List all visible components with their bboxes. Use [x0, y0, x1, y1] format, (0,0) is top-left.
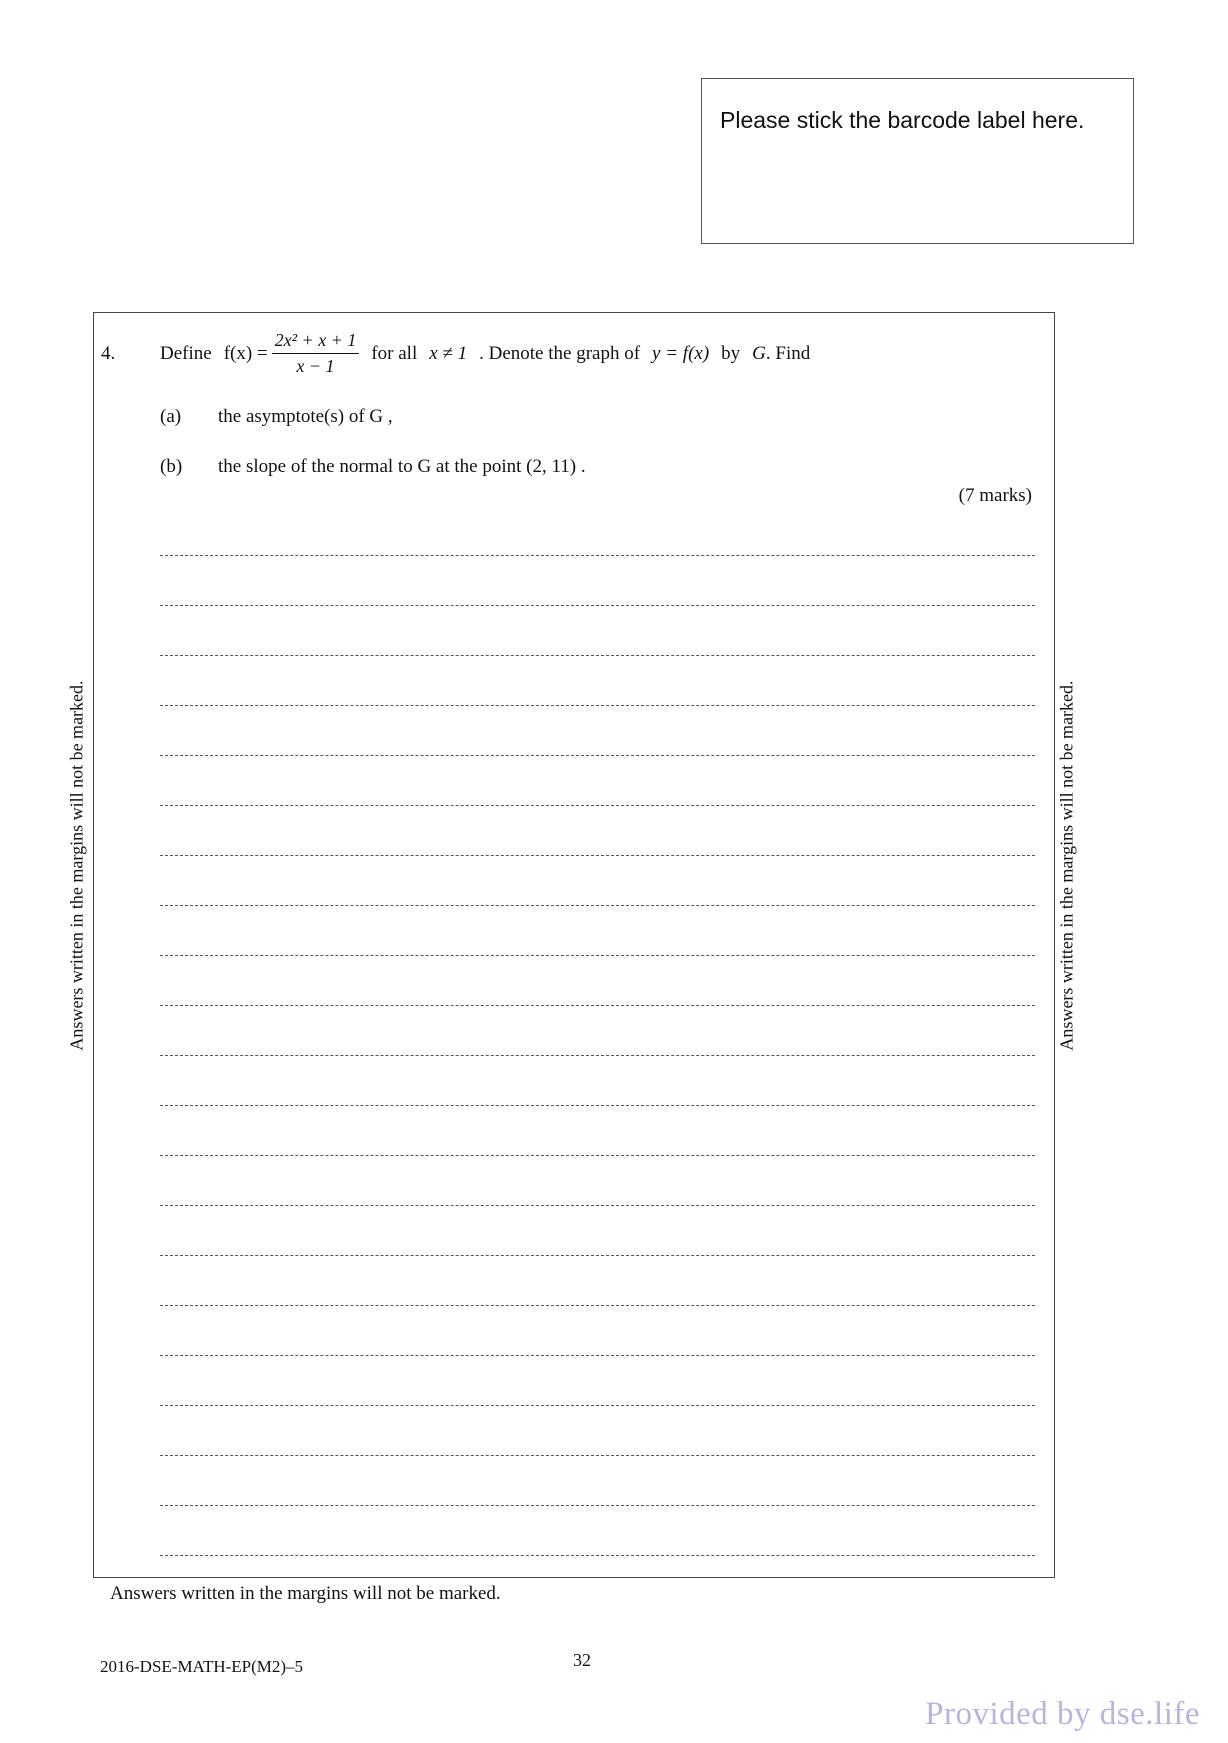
- answer-line: [160, 1205, 1035, 1206]
- answer-line: [160, 905, 1035, 906]
- marks-allocation: (7 marks): [958, 485, 1032, 506]
- answer-line: [160, 855, 1035, 856]
- answer-frame: [93, 312, 1055, 1578]
- fraction-denominator: x − 1: [296, 356, 335, 376]
- part-b-text: the slope of the normal to G at the point (2, 11) .: [218, 456, 586, 477]
- domain-text: for all: [371, 342, 418, 364]
- by-text: by: [721, 342, 741, 364]
- watermark-text: Provided by dse.life: [925, 1696, 1200, 1732]
- graph-name: G: [752, 342, 766, 364]
- answer-line: [160, 1355, 1035, 1356]
- barcode-instruction: Please stick the barcode label here.: [720, 107, 1085, 133]
- find-text: . Find: [765, 342, 811, 364]
- domain-condition: x ≠ 1: [429, 342, 468, 364]
- margin-notice-left: Answers written in the margins will not be marked.: [66, 680, 87, 1051]
- part-a-label: (a): [160, 406, 182, 427]
- barcode-label-box: [701, 78, 1134, 244]
- part-a-text: the asymptote(s) of G ,: [218, 406, 393, 427]
- answer-line: [160, 1505, 1035, 1506]
- answer-line: [160, 1005, 1035, 1006]
- function-lhs: f(x) =: [223, 342, 268, 364]
- answer-line: [160, 1105, 1035, 1106]
- graph-equation: y = f(x): [652, 342, 710, 364]
- answer-line: [160, 1055, 1035, 1056]
- answer-line: [160, 1155, 1035, 1156]
- answer-line: [160, 555, 1035, 556]
- answer-line: [160, 805, 1035, 806]
- answer-line: [160, 1255, 1035, 1256]
- margin-notice-bottom: Answers written in the margins will not be marked.: [110, 1583, 501, 1604]
- question-number: 4.: [101, 343, 116, 364]
- answer-line: [160, 1555, 1035, 1556]
- answer-line: [160, 605, 1035, 606]
- answer-line: [160, 955, 1035, 956]
- answer-line: [160, 1305, 1035, 1306]
- question-stem: [160, 330, 810, 377]
- paper-code: 2016-DSE-MATH-EP(M2)–5: [100, 1657, 304, 1676]
- margin-notice-right: Answers written in the margins will not be marked.: [1056, 680, 1077, 1051]
- function-fraction: [272, 330, 360, 377]
- fraction-numerator: 2x² + x + 1: [272, 330, 360, 354]
- page-number: 32: [573, 1650, 591, 1670]
- answer-line: [160, 755, 1035, 756]
- answer-line: [160, 655, 1035, 656]
- answer-line: [160, 705, 1035, 706]
- answer-line: [160, 1405, 1035, 1406]
- define-word: Define: [160, 342, 212, 364]
- part-b-label: (b): [160, 456, 183, 477]
- graph-text: . Denote the graph of: [479, 342, 641, 364]
- answer-line: [160, 1455, 1035, 1456]
